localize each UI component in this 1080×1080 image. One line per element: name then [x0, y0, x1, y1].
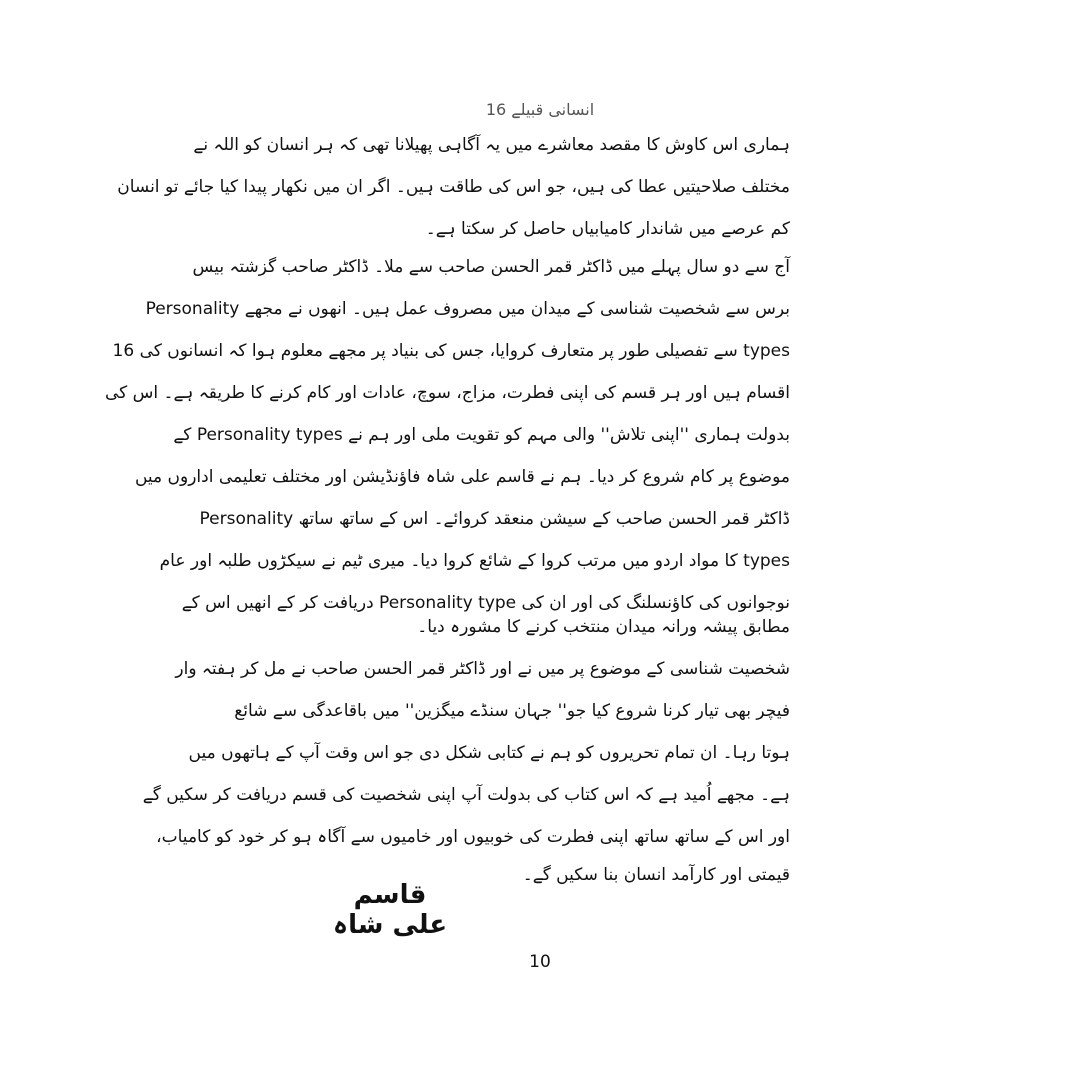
text-line: شخصیت شناسی کے موضوع پر میں نے اور ڈاکٹر قمر الحسن صاحب نے مل کر ہفتہ وار — [175, 659, 790, 679]
text-line: موضوع پر کام شروع کر دیا۔ ہم نے قاسم علی شاہ فاؤنڈیشن اور مختلف تعلیمی اداروں میں — [134, 467, 790, 487]
text-line: کم عرصے میں شاندار کامیابیاں حاصل کر سکتا ہے۔ — [425, 219, 790, 239]
page-number: 10 — [529, 952, 551, 972]
text-line: اقسام ہیں اور ہر قسم کی اپنی فطرت، مزاج، سوچ، عادات اور کام کرنے کا طریقہ ہے۔ اس کی — [104, 383, 790, 403]
text-line: آج سے دو سال پہلے میں ڈاکٹر قمر الحسن صاحب سے ملا۔ ڈاکٹر صاحب گزشتہ بیس — [192, 257, 790, 277]
text-line: مطابق پیشہ ورانہ میدان منتخب کرنے کا مشورہ دیا۔ — [417, 617, 790, 637]
text-line: برس سے شخصیت شناسی کے میدان میں مصروف عمل ہیں۔ انھوں نے مجھے Personality — [145, 299, 790, 319]
text-line: اور اس کے ساتھ ساتھ اپنی فطرت کی خوبیوں اور خامیوں سے آگاہ ہو کر خود کو کامیاب، — [156, 827, 790, 847]
text-line: types کا مواد اردو میں مرتب کروا کے شائع کروا دیا۔ میری ٹیم نے سیکڑوں طلبہ اور عام — [159, 551, 790, 571]
running-header: 16 انسانی قبیلے — [485, 100, 595, 119]
text-line: ڈاکٹر قمر الحسن صاحب کے سیشن منعقد کروائے۔ اس کے ساتھ ساتھ Personality — [199, 509, 790, 529]
text-line: مختلف صلاحیتیں عطا کی ہیں، جو اس کی طاقت ہیں۔ اگر ان میں نکھار پیدا کیا جائے تو انسان — [117, 177, 790, 197]
text-line: فیچر بھی تیار کرنا شروع کیا جو'' جہان سنڈے میگزین'' میں باقاعدگی سے شائع — [234, 701, 790, 721]
text-line: نوجوانوں کی کاؤنسلنگ کی اور ان کی Personality type دریافت کر کے انھیں اس کے — [181, 593, 790, 613]
text-line: بدولت ہماری ''اپنی تلاش'' والی مہم کو تقویت ملی اور ہم نے Personality types کے — [173, 425, 790, 445]
author-signature: قاسم علی شاہ — [332, 880, 448, 940]
text-line: ہوتا رہا۔ ان تمام تحریروں کو ہم نے کتابی شکل دی جو اس وقت آپ کے ہاتھوں میں — [188, 743, 790, 763]
text-line: ہے۔ مجھے اُمید ہے کہ اس کتاب کی بدولت آپ اپنی شخصیت کی قسم دریافت کر سکیں گے — [142, 785, 790, 805]
text-line: قیمتی اور کارآمد انسان بنا سکیں گے۔ — [522, 865, 790, 885]
text-line: ہماری اس کاوش کا مقصد معاشرے میں یہ آگاہی پھیلانا تھی کہ ہر انسان کو اللہ نے — [193, 135, 790, 155]
text-line: types سے تفصیلی طور پر متعارف کروایا، جس کی بنیاد پر مجھے معلوم ہوا کہ انسانوں کی 16 — [112, 341, 790, 361]
